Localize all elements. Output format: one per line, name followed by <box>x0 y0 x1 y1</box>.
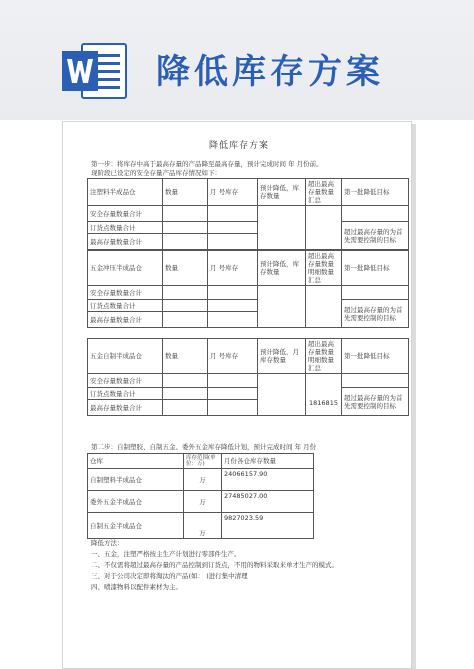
document-title: 降低库存方案 <box>209 141 270 151</box>
unit-label: 万 <box>184 491 222 513</box>
step1-line2: 现阶段已设定的安全存量产品库存情况如下： <box>91 169 221 177</box>
inventory-table-2 <box>87 250 409 328</box>
methods-title: 降低方法： <box>91 539 124 547</box>
unit-label: 万 <box>184 513 222 539</box>
header-month-stock: 月 号库存 <box>208 179 258 206</box>
table-row-label: 最高存量数量合计 <box>88 400 163 416</box>
header-expected: 预计降低，库存数量 <box>258 179 306 206</box>
header-item: 注塑料半成品仓 <box>88 179 163 206</box>
method-item: 二、不仅需将超过最高存量的产品控制到订货点，不用的物料采取来单才生产的模式。 <box>91 561 338 569</box>
header-qty: 数量 <box>163 251 208 286</box>
header-expected: 预计降低，库存数量 <box>258 251 306 286</box>
header-item: 五金自制半成品仓 <box>88 339 163 374</box>
table-row-label: 订货点数量合计 <box>88 222 163 234</box>
methods-section <box>91 538 338 593</box>
inventory-table-3 <box>87 338 409 416</box>
unit-label: 万 <box>184 469 222 491</box>
header-qty: 数量 <box>163 339 208 374</box>
stock-value: 9827023.59 <box>222 513 314 539</box>
inventory-table-1 <box>87 178 409 250</box>
method-item: 四、喷漆物料以配件素材为主。 <box>91 583 182 591</box>
header-target: 第一批降低目标 <box>342 339 409 374</box>
header-expected: 预计降低，月库存数量 <box>258 339 306 374</box>
header-target: 第一批降低目标 <box>342 251 409 286</box>
table-row-label: 最高存量数量合计 <box>88 312 163 328</box>
table-row-label: 安全存量数量合计 <box>88 286 163 300</box>
table-row-label: 最高存量数量合计 <box>88 234 163 250</box>
stock-range-table <box>87 453 314 539</box>
table-row-label: 自制塑料半成品仓 <box>88 469 184 491</box>
header-warehouse: 仓库 <box>88 454 184 469</box>
header-qty: 数量 <box>163 179 208 206</box>
word-icon <box>62 42 128 100</box>
header-exceed: 超出最高存量数量明细数量汇总 <box>306 251 342 286</box>
header-exceed: 超出最高存量数量明细数量汇总 <box>306 339 342 374</box>
exceed-total-value: 1816815 <box>306 374 342 416</box>
header-month-stock: 月份各仓库存数量 <box>222 454 314 469</box>
target-note: 超过最高存量的为首先需要控制的目标 <box>342 222 409 250</box>
table-row-label: 自制五金半成品仓 <box>88 513 184 539</box>
method-item: 三、对于公司决定即将淘汰的产品(如： )进行集中清理 <box>91 572 248 580</box>
step1-line1: 第一步：将库存中高于最高存量的产品降至最高存量，预计完成时间 年 月份前。 <box>91 160 323 168</box>
header-month-stock: 月 号库存 <box>208 339 258 374</box>
document-page <box>62 121 412 669</box>
method-item: 一、五金，注塑严格按主生产计划进行零部件生产。 <box>91 550 241 558</box>
table-row-label: 安全存量数量合计 <box>88 206 163 222</box>
banner-title: 降低库存方案 <box>156 52 384 92</box>
header-range: 库存范围(单位：万) <box>184 454 222 469</box>
target-note: 超过最高存量的为首先需要控制的目标 <box>342 300 409 328</box>
header-item: 五金冲压半成品仓 <box>88 251 163 286</box>
stock-value: 27485027.00 <box>222 491 314 513</box>
header-month-stock: 月 号库存 <box>208 251 258 286</box>
table-row-label: 安全存量数量合计 <box>88 374 163 388</box>
table-row-label: 订货点数量合计 <box>88 300 163 312</box>
banner <box>0 0 474 120</box>
target-note: 超过最高存量的为首先需要控制的目标 <box>342 388 409 416</box>
table-row-label: 订货点数量合计 <box>88 388 163 400</box>
stock-value: 24066157.90 <box>222 469 314 491</box>
step2-line: 第二步：自制塑胶、自制五金、委外五金库存降低计划，预计完成时间 年 月份 <box>91 443 317 451</box>
table-row-label: 委外五金半成品仓 <box>88 491 184 513</box>
header-exceed: 超出最高存量数量汇总 <box>306 179 342 206</box>
header-target: 第一批降低目标 <box>342 179 409 206</box>
